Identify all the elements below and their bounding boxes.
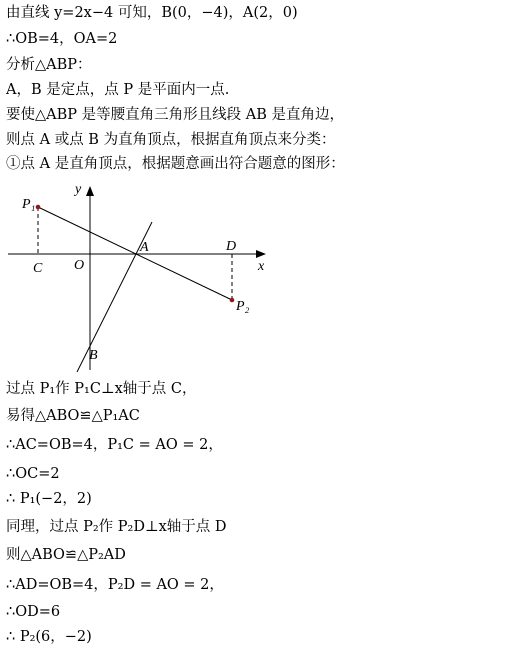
text-line-3: 分析△ABP： [6, 57, 92, 73]
label-b: B [89, 348, 98, 363]
label-c: C [33, 261, 43, 276]
point-p2 [230, 298, 235, 303]
text-line-7: ①点 A 是直角顶点，根据题意画出符合题意的图形： [6, 156, 345, 172]
text-line-8: 过点 P₁作 P₁C⊥x轴于点 C， [6, 381, 197, 397]
label-o: O [74, 258, 85, 273]
label-p2: P₂ [236, 299, 250, 314]
label-y: y [75, 182, 82, 197]
x-axis-arrow [256, 250, 266, 258]
text-line-14: 则△ABO≌△P₂AD [6, 547, 126, 563]
text-line-13: 同理，过点 P₂作 P₂D⊥x轴于点 D [6, 519, 227, 535]
label-d: D [226, 239, 237, 254]
point-p1 [36, 205, 41, 210]
text-line-15: ∴AD=OB=4，P₂D = AO = 2， [6, 577, 224, 593]
label-a: A [140, 240, 149, 255]
text-line-6: 则点 A 或点 B 为直角顶点，根据直角顶点来分类： [6, 132, 336, 148]
y-axis-arrow [86, 186, 94, 196]
text-line-4: A，B 是定点，点 P 是平面内一点. [6, 82, 230, 98]
text-line-16: ∴OD=6 [6, 604, 61, 620]
text-line-1: 由直线 y=2x−4 可知，B(0，−4)，A(2，0) [6, 5, 298, 21]
text-line-12: ∴ P₁(−2，2) [6, 491, 92, 507]
text-line-5: 要使△ABP 是等腰直角三角形且线段 AB 是直角边， [6, 107, 344, 123]
text-line-9: 易得△ABO≌△P₁AC [6, 408, 140, 424]
coordinate-figure [0, 176, 290, 376]
text-line-17: ∴ P₂(6，−2) [6, 629, 92, 645]
label-x: x [258, 259, 265, 274]
text-line-10: ∴AC=OB=4，P₁C = AO = 2， [6, 437, 223, 453]
text-line-2: ∴OB=4，OA=2 [6, 31, 118, 47]
label-p1: P₁ [22, 197, 36, 212]
text-line-11: ∴OC=2 [6, 466, 60, 482]
